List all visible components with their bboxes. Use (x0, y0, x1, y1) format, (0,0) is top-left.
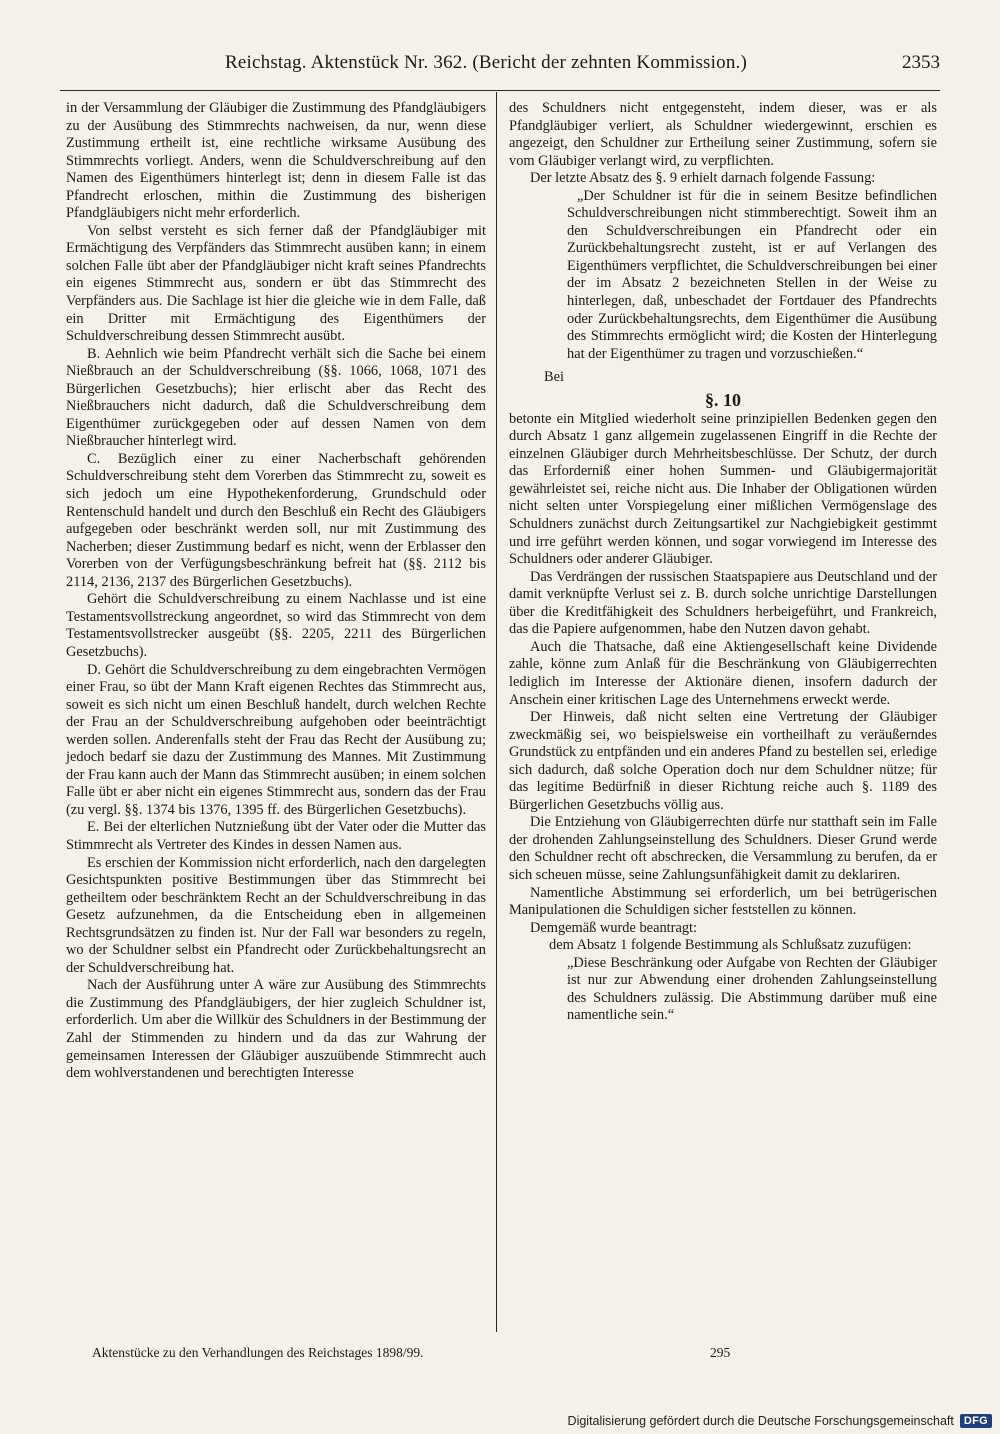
motion-text: dem Absatz 1 folgende Bestimmung als Schlußsatz zuzufügen: (549, 937, 912, 954)
paragraph: Gehört die Schuldverschreibung zu einem Nachlasse und ist eine Testamentsvollstreckung angeordnet, so wird das Stimmrecht von dem Testamentsvollstrecker ausgeübt (§§. 2205, 2211 des Bürgerlichen Gesetzbuchs). (66, 591, 486, 660)
paragraph: in der Versammlung der Gläubiger die Zustimmung des Pfandgläubigers zu der Ausübung des Stimmrechts nachweisen, da nur, wenn diese Zustimmung ertheilt ist, eine rechtliche wirksame Ausübung des Stimmrechts vorliegt. Anders, wenn die Schuldverschreibung auf den Namen des Eigenthümers hinterlegt ist; denn in diesem Falle ist das Pfandrecht erloschen, mithin die Zustimmung des bisherigen Pfandgläubigers nicht mehr erforderlich. (66, 100, 486, 222)
quoted-amendment: „Der Schuldner ist für die in seinem Besitze befindlichen Schuldverschreibungen nicht stimmberechtigt. Soweit ihm an den Schuldverschreibungen ein Pfandrecht oder ein Zurückbehaltungsrecht zusteht, ist er auf Verlangen des Eigenthümers verpflichtet, die Schuldverschreibungen bei einer der im Absatz 2 bezeichneten Stellen in der Weise zu hinterlegen, daß, unbeschadet der Fortdauer des Pfandrechts oder Zurückbehaltungsrechts, dem Eigenthümer die Ausübung des Stimmrechts ermöglicht wird; die Kosten der Hinterlegung hat der Eigenthümer zu tragen und vorzuschießen.“ (567, 187, 937, 362)
paragraph: Von selbst versteht es sich ferner daß der Pfandgläubiger mit Ermächtigung des Verpfänders das Stimmrecht ausüben kann; in einem solchen Falle übt aber der Pfandgläubiger nicht kraft seines Pfandrechts ein eigenes Stimmrecht aus, sondern er übt das Stimmrecht des Verpfänders aus. Die Sachlage ist hier die gleiche wie in dem Falle, daß ein Dritter mit Ermächtigung des Eigenthümers der Schuldverschreibung dessen Stimmrecht ausübt. (66, 222, 486, 345)
paragraph: B. Aehnlich wie beim Pfandrecht verhält sich die Sache bei einem Nießbrauch an der Schuldverschreibung (§§. 1066, 1068, 1071 des Bürgerlichen Gesetzbuchs); hier erlischt aber das Recht des Nießbrauchers nicht dadurch, daß die Schuldverschreibung dem Eigenthümer zurückgegeben oder auf dessen Namen von dem Nießbraucher hinterlegt wird. (66, 345, 486, 450)
header-rule (60, 90, 940, 91)
column-separator (496, 92, 497, 1332)
paragraph: Auch die Thatsache, daß eine Aktiengesellschaft keine Dividende zahle, könne zum Anlaß für die Beschränkung von Gläubigerrechten lediglich im Interesse der Aktionäre dienen, insofern dadurch der Anschein einer kritischen Lage des Unternehmens erweckt werde. (509, 638, 937, 708)
header-title: Reichstag. Aktenstück Nr. 362. (Bericht der zehnten Kommission.) (225, 52, 748, 73)
section-heading: §. 10 (705, 389, 741, 410)
paragraph: Die Entziehung von Gläubigerrechten dürfe nur statthaft sein im Falle der drohenden Zahlungseinstellung des Schuldners. Dieser Grund werde den Schuldner recht oft abschrecken, die Versammlung zu berufen, da er sich scheuen müsse, seine Zahlungsunfähigkeit damit zu deklariren. (509, 814, 937, 883)
left-column (66, 100, 486, 1083)
bei-label: Bei (544, 369, 564, 386)
paragraph: Das Verdrängen der russischen Staatspapiere aus Deutschland und der damit verknüpfte Verlust sei z. B. durch solche unrichtige Darstellungen über die Kreditfähigkeit des Schuldners herbeigeführt, und Frankreich, das die Papiere aufgenommen, habe den Nutzen davon gehabt. (509, 568, 937, 638)
paragraph: Es erschien der Kommission nicht erforderlich, nach den dargelegten Gesichtspunkten positive Bestimmungen über das Stimmrecht bei getheiltem oder beschränktem Recht an der Schuldverschreibung in das Gesetz aufzunehmen, da die Entscheidung eben in allgemeinen Rechtsgrundsätzen zu finden ist. Nur der Fall war besonders zu regeln, wo der Schuldner selbst ein Pfandrecht oder Zurückbehaltungsrecht an der Schuldverschreibung hat. (66, 854, 486, 976)
paragraph: D. Gehört die Schuldverschreibung zu dem eingebrachten Vermögen einer Frau, so übt der Mann Kraft eigenen Rechtes das Stimmrecht aus, soweit es sich nicht um einen Beschluß handelt, durch welchen Rechte der Frau an der Schuldverschreibung aufgehoben oder beeinträchtigt werden sollen. Anderenfalls steht der Frau das Recht der Ausübung zu; jedoch bedarf sie dazu der Zustimmung des Mannes. Mit Zustimmung der Frau kann auch der Mann das Stimmrecht ausüben; in einem solchen Falle übt er aber nicht ein eigenes Stimmrecht aus, sondern das der Frau (zu vergl. §§. 1374 bis 1376, 1395 ff. des Bürgerlichen Gesetzbuchs). (66, 661, 486, 818)
paragraph: Nach der Ausführung unter A wäre zur Ausübung des Stimmrechts die Zustimmung des Pfandgläubigers, der hier zugleich Schuldner ist, erforderlich. Um aber die Willkür des Schuldners in der Bestimmung der Zahl der Stimmenden zu hindern und da das zur Wahrung der gemeinsamen Interessen der Gläubiger auszuübende Stimmrecht auch dem wohlverstandenen und berechtigten Interesse (66, 977, 486, 1082)
paragraph: E. Bei der elterlichen Nutznießung übt der Vater oder die Mutter das Stimmrecht als Vertreter des Kindes in dessen Namen aus. (66, 819, 486, 853)
footer-note: Aktenstücke zu den Verhandlungen des Reichstages 1898/99. (92, 1345, 424, 1360)
signature-mark: 295 (710, 1345, 731, 1360)
motion-quote: „Diese Beschränkung oder Aufgabe von Rechten der Gläubiger ist nur zur Abwendung einer drohenden Zahlungseinstellung des Schuldners zulässig. Die Abstimmung darüber muß eine namentliche sein.“ (567, 954, 937, 1024)
right-column (509, 100, 937, 1025)
paragraph: C. Bezüglich einer zu einer Nacherbschaft gehörenden Schuldverschreibung steht dem Vorerben das Stimmrecht zu, soweit es sich jedoch um eine Hypothekenforderung, Grundschuld oder Rentenschuld handelt und durch den Beschluß ein Recht des Gläubigers aufgegeben oder beschränkt werden soll, nur mit Zustimmung des Nacherben; dieser Zustimmung bedarf es nicht, wenn der Erblasser den Vorerben von der Verfügungsbeschränkung befreit hat (§§. 2112 bis 2114, 2136, 2137 des Bürgerlichen Gesetzbuchs). (66, 450, 486, 590)
paragraph: betonte ein Mitglied wiederholt seine prinzipiellen Bedenken gegen den durch Absatz 1 ganz allgemein zugelassenen Eingriff in die Rechte der einzelnen Gläubiger durch Mehrheitsbeschlüsse. Der Schutz, der durch das Erforderniß einer hohen Summen- und Gläubigermajorität gewährleistet sei, reiche nicht aus. Die Inhaber der Obligationen würden nicht selten unter Vorspiegelung einer mißlichen Vermögenslage des Schuldners zunächst durch Zeitungsartikel zur Nachgiebigkeit gestimmt und irre geführt werden können, und sogar vorwiegend im Interesse des Schuldners oder anderer Gläubiger. (509, 410, 937, 568)
running-header (225, 52, 940, 80)
paragraph: Der letzte Absatz des §. 9 erhielt darnach folgende Fassung: (530, 170, 876, 187)
motion-intro: Demgemäß wurde beantragt: (530, 919, 698, 936)
paragraph: des Schuldners nicht entgegensteht, indem dieser, was er als Pfandgläubiger verliert, als Schuldner wiedergewinnt, erschien es angezeigt, den Schuldner zur Ertheilung seiner Zustimmung, sofern sie vom Gläubiger verlangt wird, zu verpflichten. (509, 100, 937, 169)
credit-text: Digitalisierung gefördert durch die Deutsche Forschungsgemeinschaft (567, 1414, 954, 1428)
paragraph: Der Hinweis, daß nicht selten eine Vertretung der Gläubiger zweckmäßig sei, wo beispielsweise ein vortheilhaft zu veräußerndes Grundstück zu entpfänden und ein anderes Pfand zu bestellen sei, erledige sich dadurch, daß solche Operation doch nur dem Schuldner nütze; für das legitime Bedürfniß in dieser Richtung reiche auch §. 1189 des Bürgerlichen Gesetzbuchs völlig aus. (509, 709, 937, 813)
page-number: 2353 (902, 52, 940, 73)
funding-credit (568, 1414, 992, 1428)
paragraph: Namentliche Abstimmung sei erforderlich, um bei betrügerischen Manipulationen die Schuldigen sicher feststellen zu können. (509, 884, 937, 919)
dfg-logo-icon: DFG (960, 1414, 992, 1428)
